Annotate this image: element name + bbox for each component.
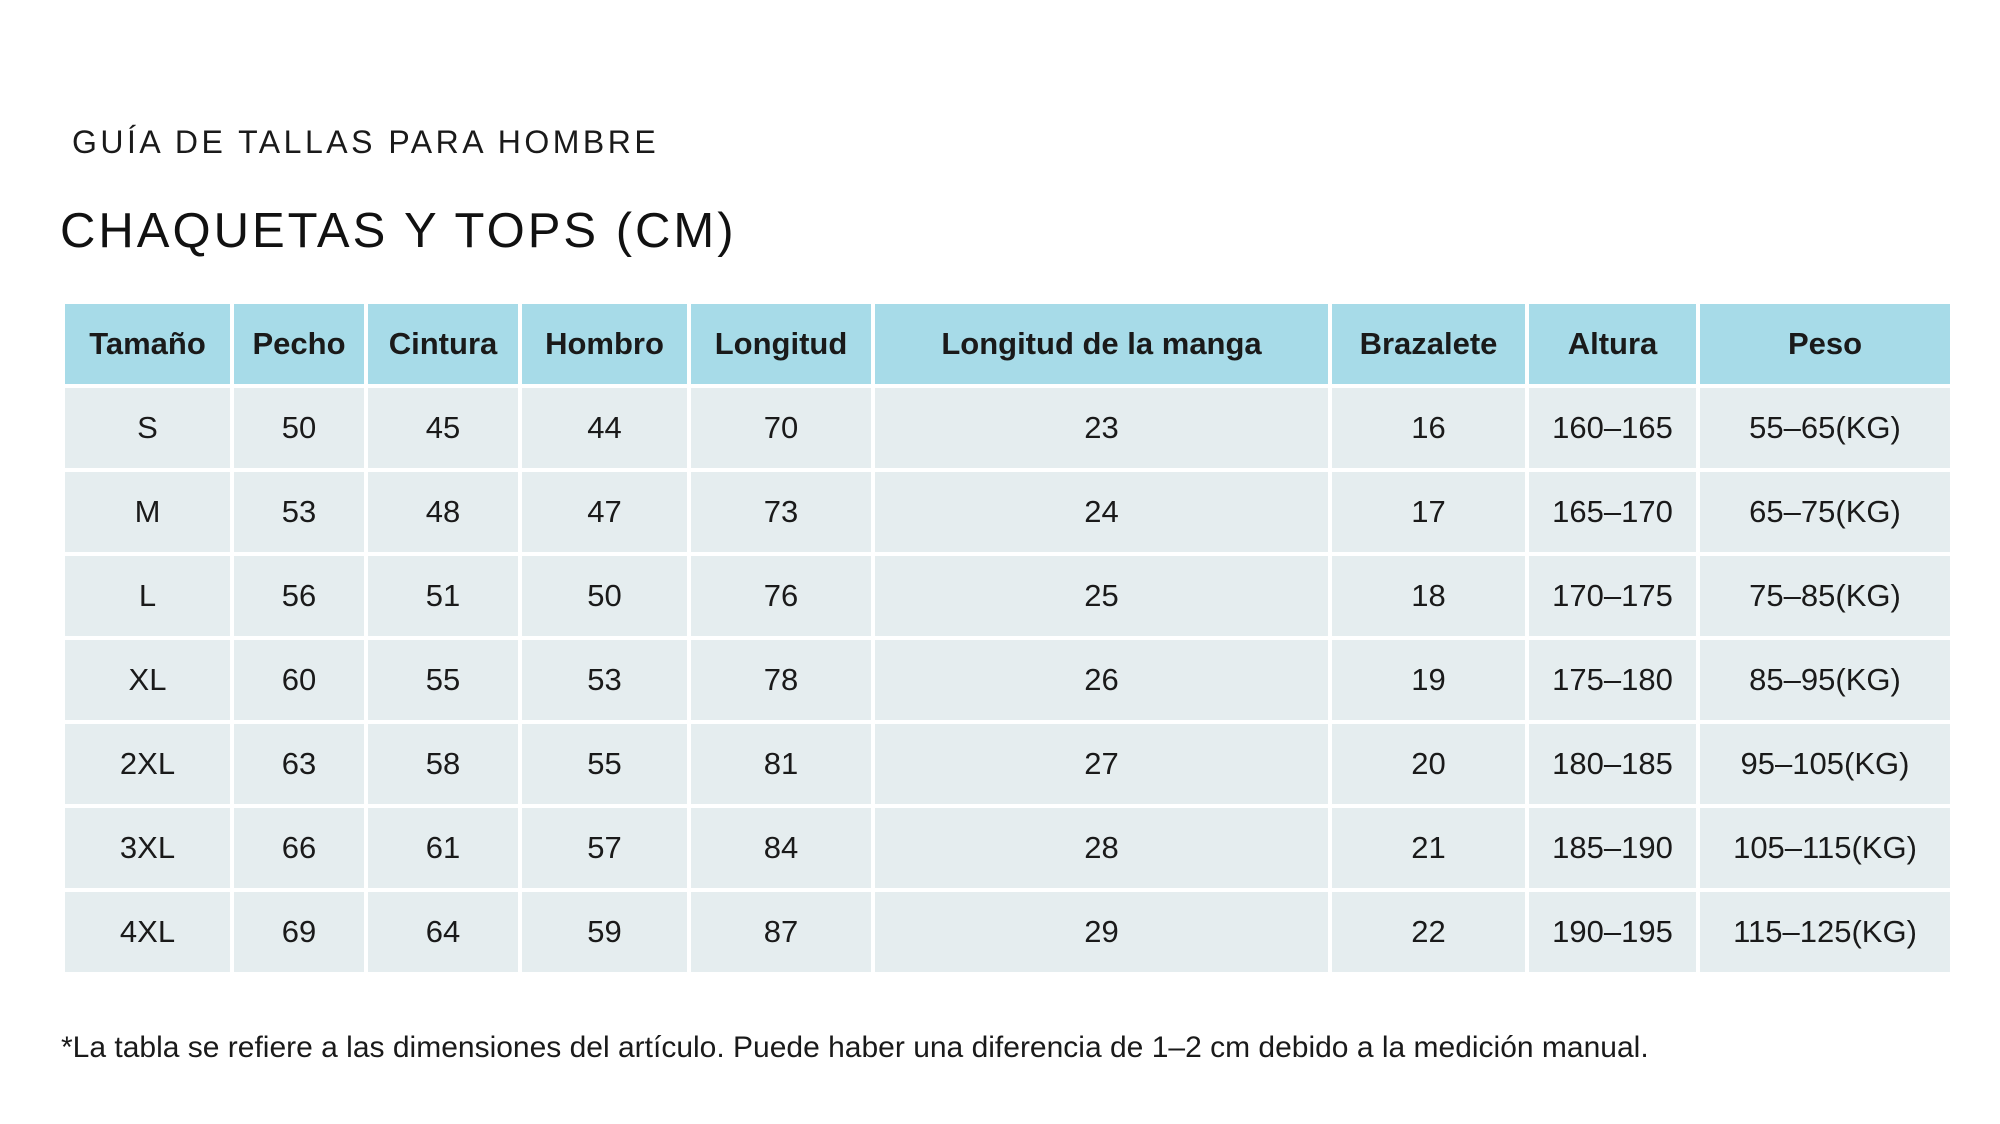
table-cell: 3XL <box>65 808 230 888</box>
table-cell: 57 <box>522 808 687 888</box>
table-row <box>65 892 1950 972</box>
table-row <box>65 472 1950 552</box>
table-cell: 81 <box>691 724 871 804</box>
table-cell: 50 <box>522 556 687 636</box>
table-cell: 55 <box>368 640 518 720</box>
column-header-shoulder: Hombro <box>522 304 687 384</box>
footnote: *La tabla se refiere a las dimensiones del artículo. Puede haber una diferencia de 1–2 cm debido a la medición manual. <box>61 1031 1649 1064</box>
table-row <box>65 388 1950 468</box>
table-cell: 61 <box>368 808 518 888</box>
table-cell: 53 <box>522 640 687 720</box>
table-cell: 190–195 <box>1529 892 1696 972</box>
table-cell: 170–175 <box>1529 556 1696 636</box>
page-title: CHAQUETAS Y TOPS (CM) <box>60 204 737 258</box>
table-row <box>65 808 1950 888</box>
table-cell: 63 <box>234 724 364 804</box>
table-cell: 73 <box>691 472 871 552</box>
size-chart-table <box>61 300 1954 976</box>
table-row <box>65 724 1950 804</box>
table-cell: 19 <box>1332 640 1525 720</box>
table-cell: 55–65(KG) <box>1700 388 1950 468</box>
table-cell: 20 <box>1332 724 1525 804</box>
column-header-weight: Peso <box>1700 304 1950 384</box>
column-header-height: Altura <box>1529 304 1696 384</box>
table-cell: XL <box>65 640 230 720</box>
table-cell: 105–115(KG) <box>1700 808 1950 888</box>
table-cell: 115–125(KG) <box>1700 892 1950 972</box>
table-cell: 84 <box>691 808 871 888</box>
column-header-chest: Pecho <box>234 304 364 384</box>
table-cell: 25 <box>875 556 1328 636</box>
table-cell: 66 <box>234 808 364 888</box>
table-cell: 48 <box>368 472 518 552</box>
table-cell: 69 <box>234 892 364 972</box>
table-cell: 47 <box>522 472 687 552</box>
table-cell: 180–185 <box>1529 724 1696 804</box>
table-cell: 87 <box>691 892 871 972</box>
table-cell: 60 <box>234 640 364 720</box>
table-cell: L <box>65 556 230 636</box>
column-header-waist: Cintura <box>368 304 518 384</box>
table-cell: 16 <box>1332 388 1525 468</box>
table-cell: 75–85(KG) <box>1700 556 1950 636</box>
table-cell: 26 <box>875 640 1328 720</box>
table-cell: 175–180 <box>1529 640 1696 720</box>
table-cell: 44 <box>522 388 687 468</box>
table-cell: 23 <box>875 388 1328 468</box>
table-cell: 45 <box>368 388 518 468</box>
table-cell: 160–165 <box>1529 388 1696 468</box>
table-cell: 28 <box>875 808 1328 888</box>
column-header-size: Tamaño <box>65 304 230 384</box>
table-cell: 59 <box>522 892 687 972</box>
table-row <box>65 556 1950 636</box>
table-cell: 2XL <box>65 724 230 804</box>
table-cell: 58 <box>368 724 518 804</box>
table-cell: 76 <box>691 556 871 636</box>
table-cell: 18 <box>1332 556 1525 636</box>
table-cell: 70 <box>691 388 871 468</box>
table-header-row <box>65 304 1950 384</box>
table-cell: 65–75(KG) <box>1700 472 1950 552</box>
table-cell: 64 <box>368 892 518 972</box>
table-cell: 56 <box>234 556 364 636</box>
table-row <box>65 640 1950 720</box>
table-cell: 185–190 <box>1529 808 1696 888</box>
table-cell: 4XL <box>65 892 230 972</box>
table-cell: 27 <box>875 724 1328 804</box>
table-cell: 22 <box>1332 892 1525 972</box>
table-cell: 29 <box>875 892 1328 972</box>
table-cell: M <box>65 472 230 552</box>
column-header-bracelet: Brazalete <box>1332 304 1525 384</box>
table-cell: 95–105(KG) <box>1700 724 1950 804</box>
column-header-length: Longitud <box>691 304 871 384</box>
table-cell: 24 <box>875 472 1328 552</box>
table-cell: 85–95(KG) <box>1700 640 1950 720</box>
table-cell: 78 <box>691 640 871 720</box>
column-header-sleeve-length: Longitud de la manga <box>875 304 1328 384</box>
page-subtitle: GUÍA DE TALLAS PARA HOMBRE <box>72 124 660 160</box>
table-cell: 51 <box>368 556 518 636</box>
table-cell: 55 <box>522 724 687 804</box>
table-cell: 53 <box>234 472 364 552</box>
table-cell: 21 <box>1332 808 1525 888</box>
table-cell: 17 <box>1332 472 1525 552</box>
table-cell: 50 <box>234 388 364 468</box>
table-cell: 165–170 <box>1529 472 1696 552</box>
table-cell: S <box>65 388 230 468</box>
